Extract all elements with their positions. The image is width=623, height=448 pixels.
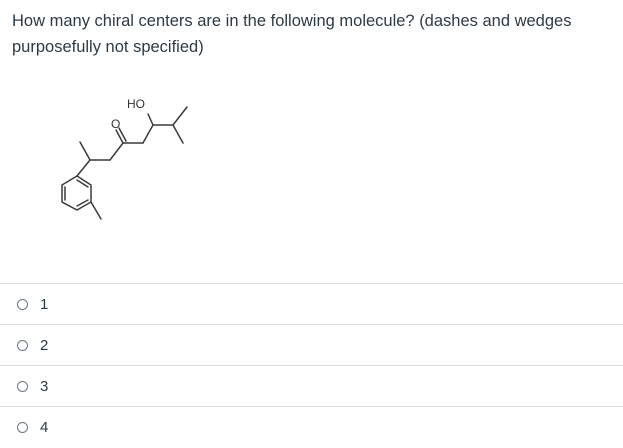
radio-button[interactable] (17, 340, 28, 351)
benzene-ring (62, 176, 91, 210)
answer-option[interactable] (0, 406, 623, 447)
answer-option[interactable] (0, 283, 623, 324)
answer-label: 2 (40, 336, 49, 354)
answer-option[interactable] (0, 324, 623, 365)
answer-option[interactable] (0, 365, 623, 406)
molecule-structure-image (40, 88, 210, 238)
question-text: How many chiral centers are in the following molecule? (dashes and wedges purposefully not specified) (12, 12, 572, 56)
answer-label: 1 (40, 295, 49, 313)
radio-button[interactable] (17, 381, 28, 392)
radio-button[interactable] (17, 422, 28, 433)
radio-button[interactable] (17, 299, 28, 310)
answer-label: 4 (40, 418, 49, 436)
hydroxyl-label: HO (127, 97, 145, 111)
carbonyl-oxygen-label: O (111, 117, 121, 131)
answer-label: 3 (40, 377, 49, 395)
molecule-svg (40, 88, 210, 238)
answer-options (0, 283, 623, 447)
